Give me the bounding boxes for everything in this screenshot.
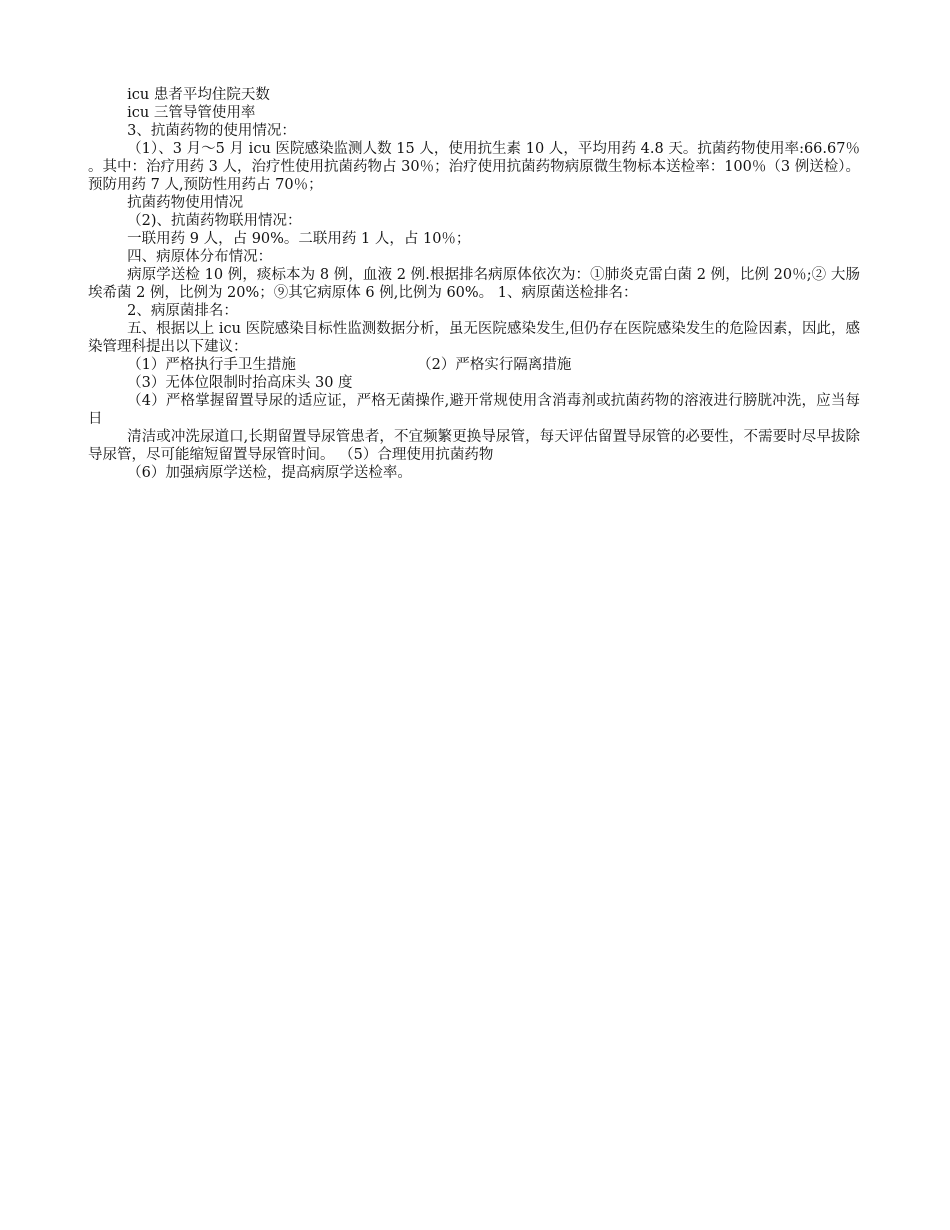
heading-antibiotic-usage: 3、抗菌药物的使用情况：: [127, 123, 296, 139]
paragraph-pathogen-stats: 病原学送检 10 例，痰标本为 8 例，血液 2 例.根据排名病原体依次为：①肺炎克雷白菌 2 例，比例 20％;② 大肠埃希菌 2 例，比例为 20%；⑨其它病原体 6 例,比例为 60%。 1、病原菌送检排名：: [88, 267, 860, 301]
document-page: [88, 86, 860, 482]
text-icu-avg-stay: icu 患者平均住院天数: [127, 87, 270, 103]
heading-combined-usage: （2)、抗菌药物联用情况：: [127, 213, 302, 229]
suggestion-6: （6）加强病原学送检，提高病原学送检率。: [127, 465, 412, 481]
text-icu-catheter-rate: icu 三管导管使用率: [127, 105, 256, 121]
suggestion-3: （3）无体位限制时抬高床头 30 度: [127, 375, 353, 391]
label-antibiotic-usage: 抗菌药物使用情况: [127, 195, 244, 211]
suggestion-4-continued: 清洁或冲洗尿道口,长期留置导尿管患者，不宜频繁更换导尿管，每天评估留置导尿管的必要性，不需要时尽早拔除导尿管，尽可能缩短留置导尿管时间。 （5）合理使用抗菌药物: [88, 429, 860, 463]
paragraph-recommendations-intro: 五、根据以上 icu 医院感染目标性监测数据分析，虽无医院感染发生,但仍存在医院感染发生的危险因素，因此，感染管理科提出以下建议：: [88, 321, 860, 355]
heading-pathogen-ranking: 2、病原菌排名：: [127, 303, 238, 319]
text-combined-usage: 一联用药 9 人，占 90%。二联用药 1 人，占 10％；: [127, 231, 471, 247]
suggestion-row-1-2: [88, 356, 860, 374]
suggestion-4: （4）严格掌握留置导尿的适应证，严格无菌操作,避开常规使用含消毒剂或抗菌药物的溶液进行膀胱冲洗，应当每日: [88, 393, 860, 427]
suggestion-2: （2）严格实行隔离措施: [417, 357, 572, 373]
paragraph-antibiotic-stats: （1）、3 月～5 月 icu 医院感染监测人数 15 人，使用抗生素 10 人，平均用药 4.8 天。抗菌药物使用率:66.67％ 。其中：治疗用药 3 人，治疗性使用抗菌药物占 30％；治疗使用抗菌药物病原微生物标本送检率：100％（3 例送检）。预防用药 7 人,预防性用药占 70％；: [88, 141, 860, 193]
suggestion-1: （1）严格执行手卫生措施: [127, 357, 296, 373]
heading-pathogen-distribution: 四、病原体分布情况：: [127, 249, 273, 265]
